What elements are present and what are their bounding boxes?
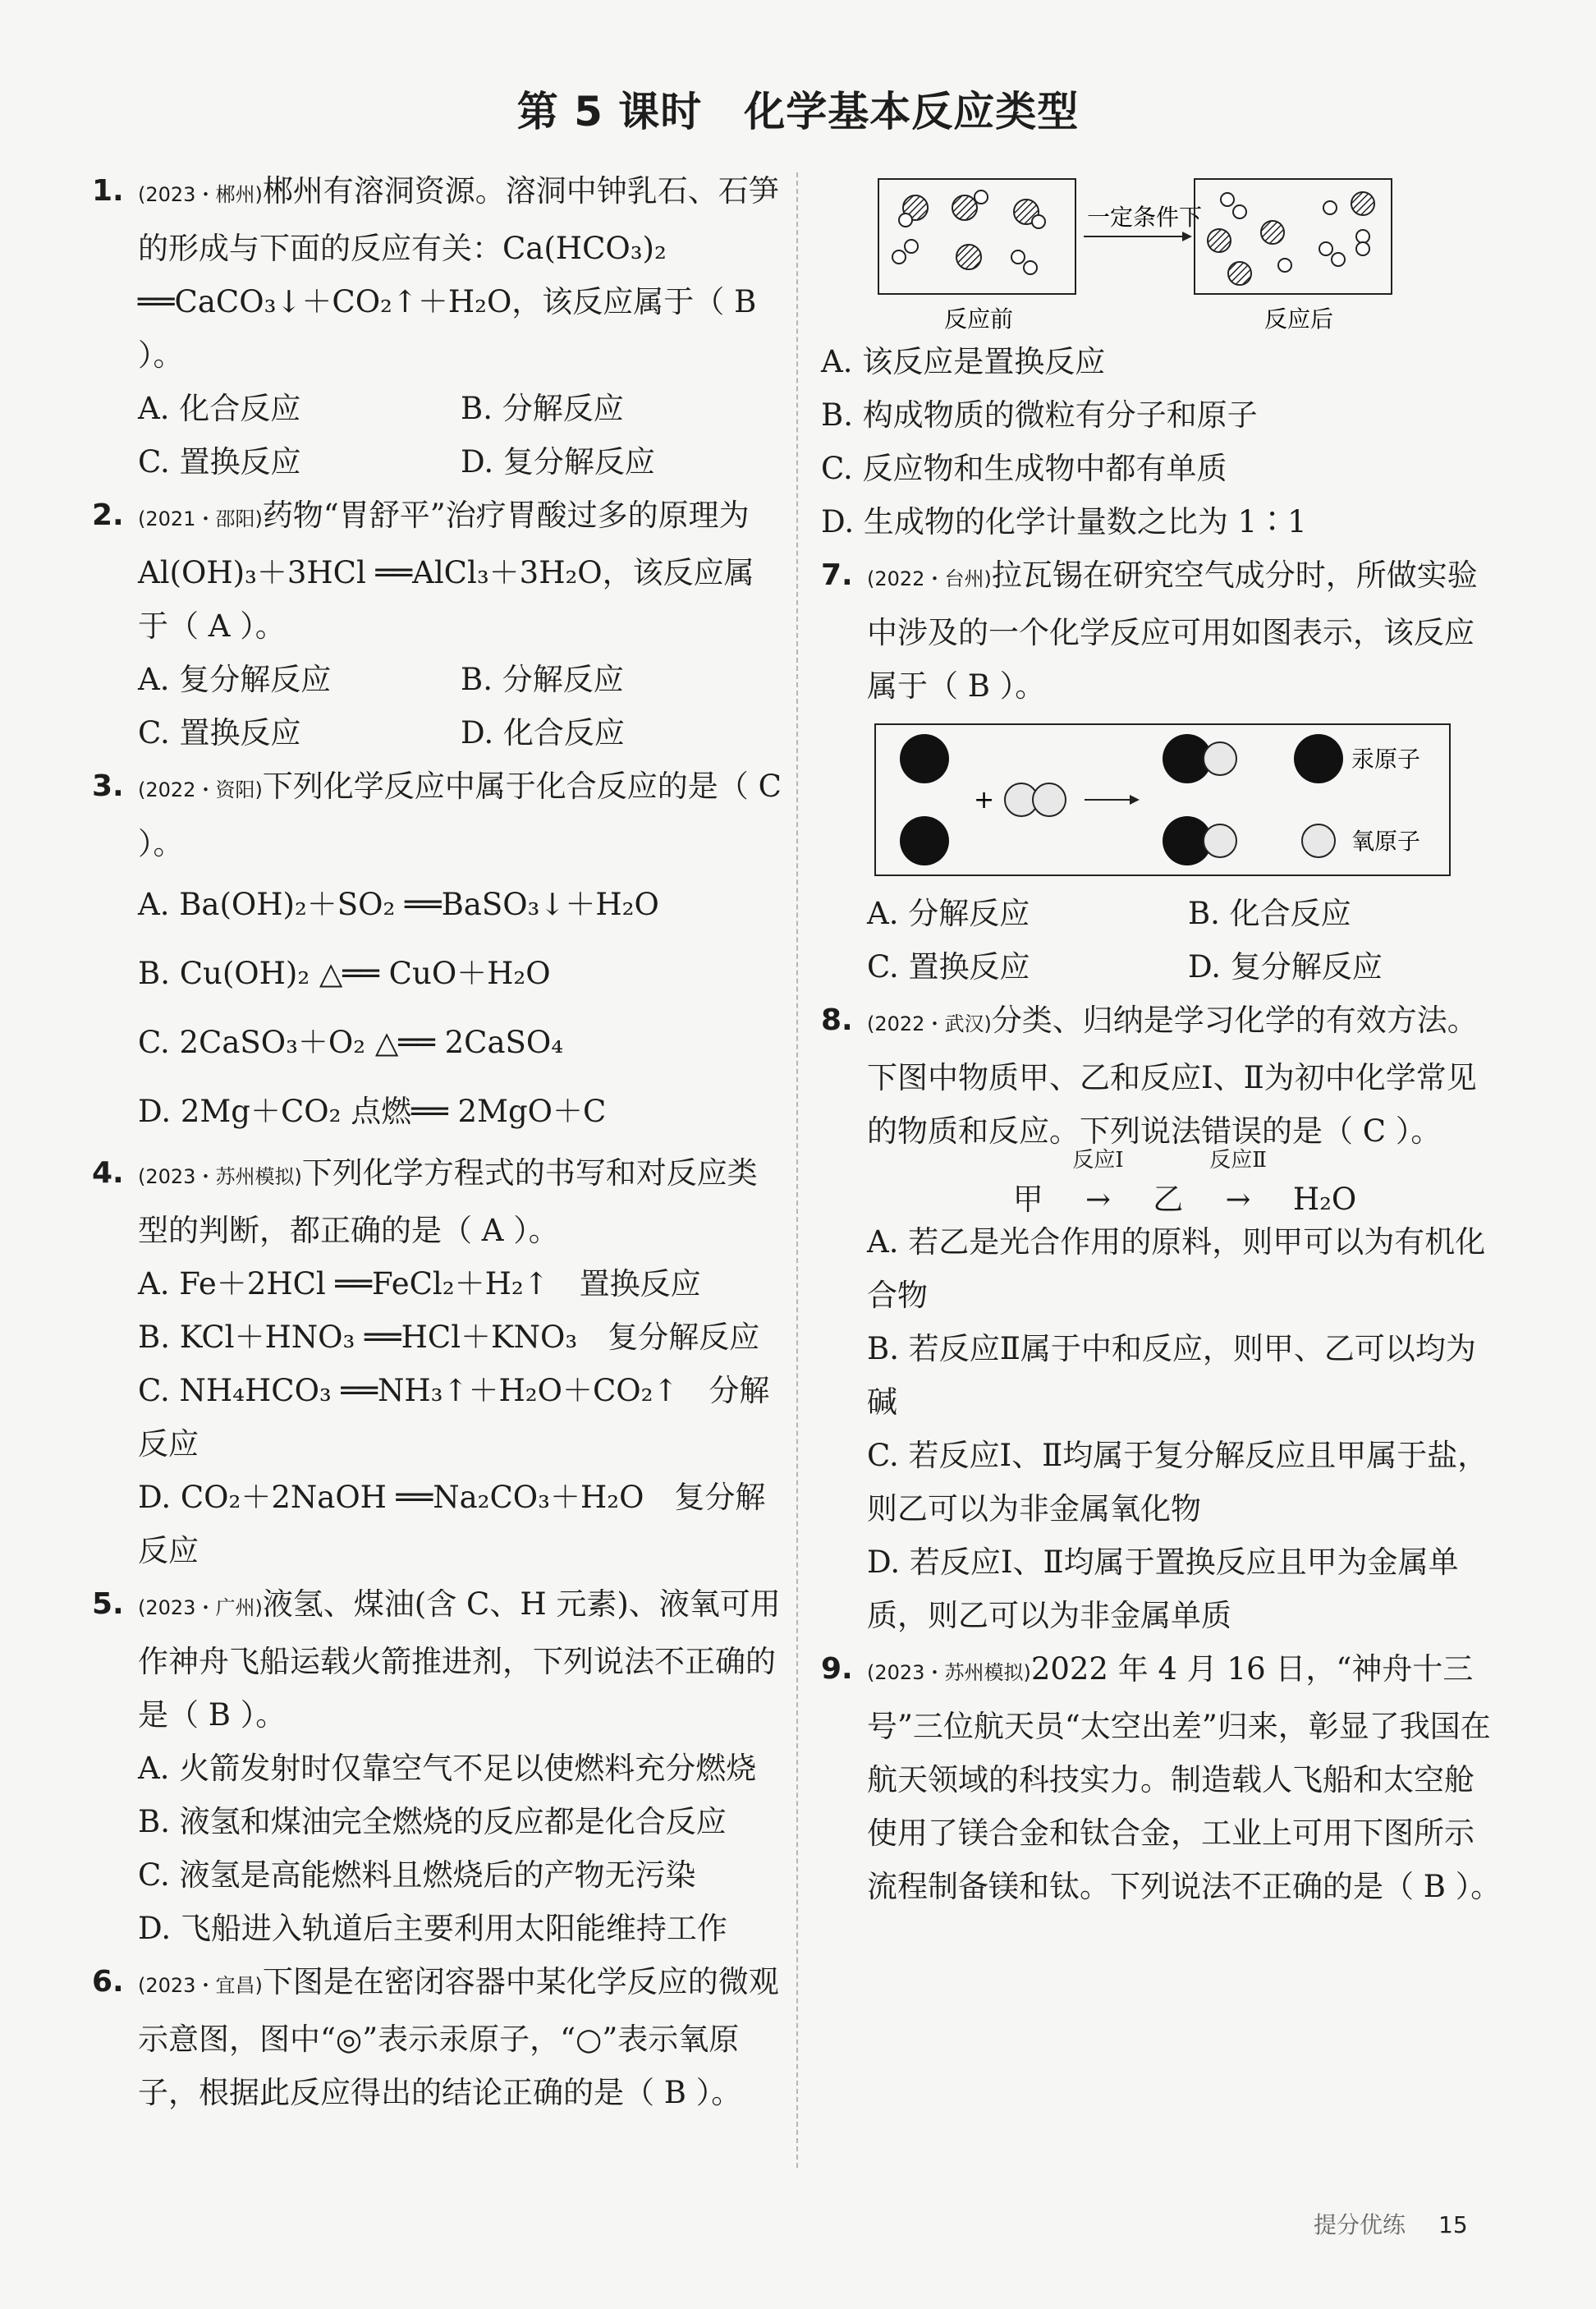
scheme-b: 乙 <box>1153 1182 1184 1217</box>
mercury-legend-label: 汞原子 <box>1351 746 1421 773</box>
arrow-condition: 一定条件下 <box>1087 204 1203 231</box>
left-column <box>92 164 783 2119</box>
oxygen-legend-label: 氧原子 <box>1351 828 1421 855</box>
question-stem: 分类、归纳是学习化学的有效方法。下图中物质甲、乙和反应Ⅰ、Ⅱ为初中化学常见的物质和反应。下列说法错误的是（ C ）。 <box>867 1003 1478 1149</box>
question-number: 8. <box>821 1003 853 1037</box>
reaction-before-after-diagram <box>854 171 1478 335</box>
option-d: D. 飞船进入轨道后主要利用太阳能维持工作 <box>138 1911 727 1946</box>
option-a: A. 化合反应 <box>138 391 301 426</box>
option-b: B. 构成物质的微粒有分子和原子 <box>821 397 1258 433</box>
footer-label: 提分优练 <box>1314 2211 1406 2238</box>
option-b: B. 化合反应 <box>1187 896 1351 931</box>
label-after: 反应后 <box>1264 305 1334 333</box>
question-7 <box>821 549 1502 994</box>
question-source: (2023・苏州模拟) <box>867 1661 1031 1684</box>
question-source: (2021・邵阳) <box>138 507 263 530</box>
scheme-r2: 反应Ⅱ <box>1209 1148 1267 1173</box>
question-3 <box>92 760 783 1146</box>
option-a: A. 复分解反应 <box>138 662 332 697</box>
option-c: C. NH₄HCO₃ ══NH₃↑＋H₂O＋CO₂↑ 分解反应 <box>138 1373 770 1462</box>
option-c: C. 若反应Ⅰ、Ⅱ均属于复分解反应且甲属于盐，则乙可以为非金属氧化物 <box>867 1438 1488 1526</box>
question-2 <box>92 489 783 760</box>
option-d: D. 复分解反应 <box>1187 949 1383 985</box>
question-source: (2023・郴州) <box>138 183 263 206</box>
option-d: D. 2Mg＋CO₂ 点燃══ 2MgO＋C <box>138 1094 607 1129</box>
question-source: (2022・武汉) <box>867 1012 992 1035</box>
option-d: D. 化合反应 <box>461 715 625 751</box>
option-d: D. 生成物的化学计量数之比为 1∶1 <box>821 504 1307 539</box>
question-6-continued <box>821 171 1502 549</box>
question-6 <box>92 1955 783 2119</box>
option-b: B. Cu(OH)₂ △══ CuO＋H₂O <box>138 956 551 991</box>
question-number: 6. <box>92 1965 124 1999</box>
question-source: (2023・苏州模拟) <box>138 1165 302 1188</box>
question-stem: 下列化学方程式的书写和对反应类型的判断，都正确的是（ A ）。 <box>138 1155 758 1248</box>
question-source: (2022・台州) <box>867 567 992 590</box>
option-b: B. 若反应Ⅱ属于中和反应，则甲、乙可以均为碱 <box>867 1331 1476 1420</box>
question-number: 9. <box>821 1652 853 1686</box>
question-stem: 药物“胃舒平”治疗胃酸过多的原理为 Al(OH)₃＋3HCl ══AlCl₃＋3H₂O，该反应属于（ A ）。 <box>138 498 754 644</box>
mercury-oxygen-diagram <box>867 718 1458 882</box>
option-a: A. Fe＋2HCl ══FeCl₂＋H₂↑ 置换反应 <box>138 1266 701 1301</box>
question-number: 2. <box>92 498 124 532</box>
option-c: C. 置换反应 <box>138 715 301 751</box>
option-b: B. KCl＋HNO₃ ══HCl＋KNO₃ 复分解反应 <box>138 1320 760 1355</box>
reaction-scheme: 甲 反应Ⅰ → 乙 反应Ⅱ → H₂O <box>1012 1148 1357 1217</box>
option-b: B. 分解反应 <box>461 391 624 426</box>
question-number: 4. <box>92 1156 124 1190</box>
question-source: (2023・广州) <box>138 1596 263 1619</box>
question-stem: 液氢、煤油(含 C、H 元素)、液氧可用作神舟飞船运载火箭推进剂，下列说法不正确的是（ B ）。 <box>138 1586 781 1733</box>
scheme-r1: 反应Ⅰ <box>1072 1148 1124 1173</box>
option-d: D. 若反应Ⅰ、Ⅱ均属于置换反应且甲为金属单质，则乙可以为非金属单质 <box>867 1545 1459 1633</box>
option-b: B. 液氢和煤油完全燃烧的反应都是化合反应 <box>138 1804 727 1839</box>
option-c: C. 2CaSO₃＋O₂ △══ 2CaSO₄ <box>138 1025 564 1060</box>
question-number: 7. <box>821 558 853 592</box>
option-c: C. 反应物和生成物中都有单质 <box>821 451 1227 486</box>
option-a: A. 分解反应 <box>867 896 1030 931</box>
question-number: 1. <box>92 174 124 208</box>
option-a: A. 该反应是置换反应 <box>821 344 1106 379</box>
scheme-a: 甲 <box>1012 1182 1043 1217</box>
option-a: A. 若乙是光合作用的原料，则甲可以为有机化合物 <box>867 1224 1486 1313</box>
question-4 <box>92 1146 783 1577</box>
question-8 <box>821 994 1502 1642</box>
option-c: C. 置换反应 <box>867 949 1030 985</box>
label-before: 反应前 <box>944 305 1014 333</box>
question-stem: 郴州有溶洞资源。溶洞中钟乳石、石笋的形成与下面的反应有关：Ca(HCO₃)₂ ══CaCO₃↓＋CO₂↑＋H₂O，该反应属于（ B ）。 <box>138 173 779 373</box>
right-column <box>821 164 1502 1913</box>
column-divider <box>796 172 798 2168</box>
question-9 <box>821 1642 1502 1913</box>
question-5 <box>92 1577 783 1955</box>
question-stem: 2022 年 4 月 16 日，“神舟十三号”三位航天员“太空出差”归来，彰显了我国在航天领域的科技实力。制造载人飞船和太空舱使用了镁合金和钛合金，工业上可用下图所示流程制备镁和钛。下列说法不正确的是（ B ）。 <box>867 1651 1502 1904</box>
question-stem: 下图是在密闭容器中某化学反应的微观示意图，图中“◎”表示汞原子，“○”表示氧原子，根据此反应得出的结论正确的是（ B ）。 <box>138 1964 779 2110</box>
option-c: C. 液氢是高能燃料且燃烧后的产物无污染 <box>138 1857 696 1893</box>
option-a: A. Ba(OH)₂＋SO₂ ══BaSO₃↓＋H₂O <box>138 887 659 922</box>
mercury-legend-icon <box>1294 734 1343 783</box>
page-number: 15 <box>1438 2211 1468 2238</box>
question-number: 3. <box>92 769 124 803</box>
svg-text:+: + <box>974 786 995 815</box>
question-source: (2022・资阳) <box>138 778 263 801</box>
question-1 <box>92 164 783 489</box>
question-stem: 拉瓦锡在研究空气成分时，所做实验中涉及的一个化学反应可用如图表示，该反应属于（ B ）。 <box>867 558 1478 704</box>
option-d: D. 复分解反应 <box>461 444 655 480</box>
page-title: 第 5 课时 化学基本反应类型 <box>516 88 1080 135</box>
page-footer <box>1314 2207 1468 2240</box>
oxygen-legend-icon <box>1302 824 1335 857</box>
question-stem: 下列化学反应中属于化合反应的是（ C ）。 <box>138 769 782 861</box>
option-d: D. CO₂＋2NaOH ══Na₂CO₃＋H₂O 复分解反应 <box>138 1480 766 1568</box>
option-a: A. 火箭发射时仅靠空气不足以使燃料充分燃烧 <box>138 1751 757 1786</box>
scheme-c: H₂O <box>1292 1182 1357 1217</box>
option-c: C. 置换反应 <box>138 444 301 480</box>
question-number: 5. <box>92 1587 124 1621</box>
option-b: B. 分解反应 <box>461 662 624 697</box>
question-source: (2023・宜昌) <box>138 1974 263 1997</box>
